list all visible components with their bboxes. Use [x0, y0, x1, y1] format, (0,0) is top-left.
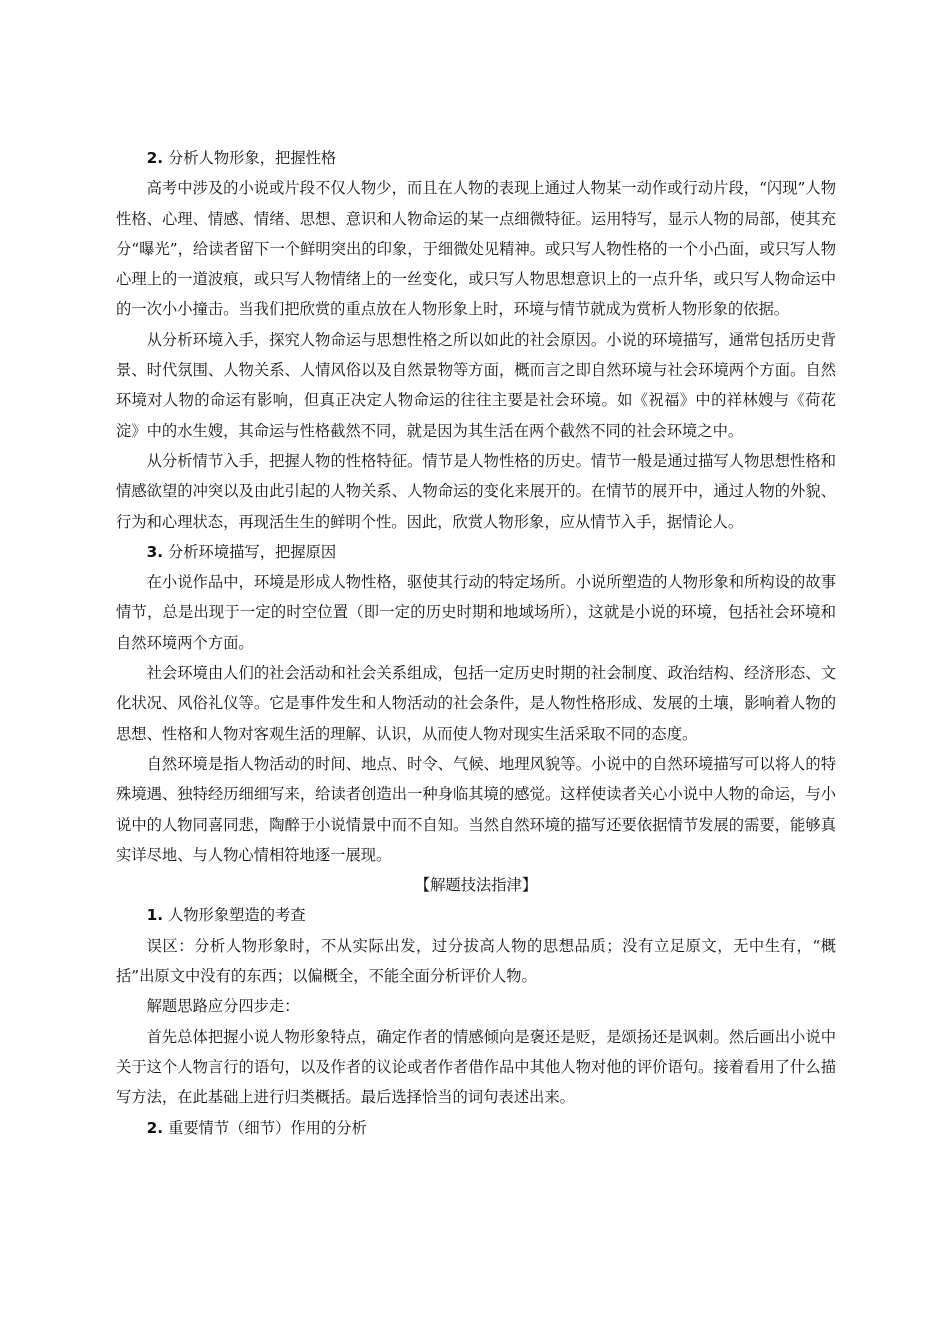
paragraph: 误区：分析人物形象时，不从实际出发，过分拔高人物的思想品质；没有立足原文，无中生有，“概括”出原文中没有的东西；以偏概全，不能全面分析评价人物。 [116, 936, 836, 986]
paragraph: 从分析环境入手，探究人物命运与思想性格之所以如此的社会原因。小说的环境描写，通常包括历史背景、时代氛围、人物关系、人情风俗以及自然景物等方面，概而言之即自然环境与社会环境两个方面。自然环境对人物的命运有影响，但真正决定人物命运的往往主要是社会环境。如《祝福》中的祥林嫂与《荷花淀》中的水生嫂，其命运与性格截然不同，就是因为其生活在两个截然不同的社会环境之中。 [116, 330, 836, 440]
paragraph: 自然环境是指人物活动的时间、地点、时令、气候、地理风貌等。小说中的自然环境描写可以将人的特殊境遇、独特经历细细写来，给读者创造出一种身临其境的感觉。这样使读者关心小说中人物的命运，与小说中的人物同喜同悲，陶醉于小说情景中而不自知。当然自然环境的描写还要依据情节发展的需要，能够真实详尽地、与人物心情相符地逐一展现。 [116, 754, 836, 864]
section-heading [116, 537, 836, 567]
section-heading [116, 1113, 836, 1143]
heading-number: 3. [146, 542, 164, 561]
paragraph: 解题思路应分四步走： [146, 997, 300, 1016]
section-heading [116, 143, 836, 173]
heading-text: 人物形象塑造的考查 [167, 906, 306, 925]
heading-number: 1. [146, 906, 164, 925]
heading-text: 分析人物形象，把握性格 [167, 149, 337, 167]
paragraph: 在小说作品中，环境是形成人物性格，驱使其行动的特定场所。小说所塑造的人物形象和所构设的故事情节，总是出现于一定的时空位置（即一定的历史时期和地域场所），这就是小说的环境，包括社会环境和自然环境两个方面。 [116, 573, 836, 652]
paragraph: 社会环境由人们的社会活动和社会关系组成，包括一定历史时期的社会制度、政治结构、经济形态、文化状况、风俗礼仪等。它是事件发生和人物活动的社会条件，是人物性格形成、发展的土壤，影响着人物的思想、性格和人物对客观生活的理解、认识，从而使人物对现实生活采取不同的态度。 [116, 664, 836, 743]
heading-text: 分析环境描写，把握原因 [167, 542, 337, 561]
heading-number: 2. [146, 149, 164, 167]
heading-text: 重要情节（细节）作用的分析 [167, 1118, 367, 1137]
section-title: 【解题技法指津】 [414, 876, 538, 895]
paragraph: 高考中涉及的小说或片段不仅人物少，而且在人物的表现上通过人物某一动作或行动片段，“闪现”人物性格、心理、情感、情绪、思想、意识和人物命运的某一点细微特征。运用特写，显示人物的局部，使其充分“曝光”，给读者留下一个鲜明突出的印象，于细微处见精神。或只写人物性格的一个小凸面，或只写人物心理上的一道波痕，或只写人物情绪上的一丝变化，或只写人物思想意识上的一点升华，或只写人物命运中的一次小小撞击。当我们把欣赏的重点放在人物形象上时，环境与情节就成为赏析人物形象的依据。 [116, 179, 836, 319]
document-page [116, 143, 836, 1143]
section-heading [116, 900, 836, 930]
paragraph: 首先总体把握小说人物形象特点，确定作者的情感倾向是褒还是贬，是颂扬还是讽刺。然后画出小说中关于这个人物言行的语句，以及作者的议论或者作者借作品中其他人物对他的评价语句。接着看用了什么描写方法，在此基础上进行归类概括。最后选择恰当的词句表述出来。 [116, 1027, 836, 1107]
heading-number: 2. [146, 1118, 164, 1137]
paragraph: 从分析情节入手，把握人物的性格特征。情节是人物性格的历史。情节一般是通过描写人物思想性格和情感欲望的冲突以及由此引起的人物关系、人物命运的变化来展开的。在情节的展开中，通过人物的外貌、行为和心理状态，再现活生生的鲜明个性。因此，欣赏人物形象，应从情节入手，据情论人。 [116, 451, 836, 531]
